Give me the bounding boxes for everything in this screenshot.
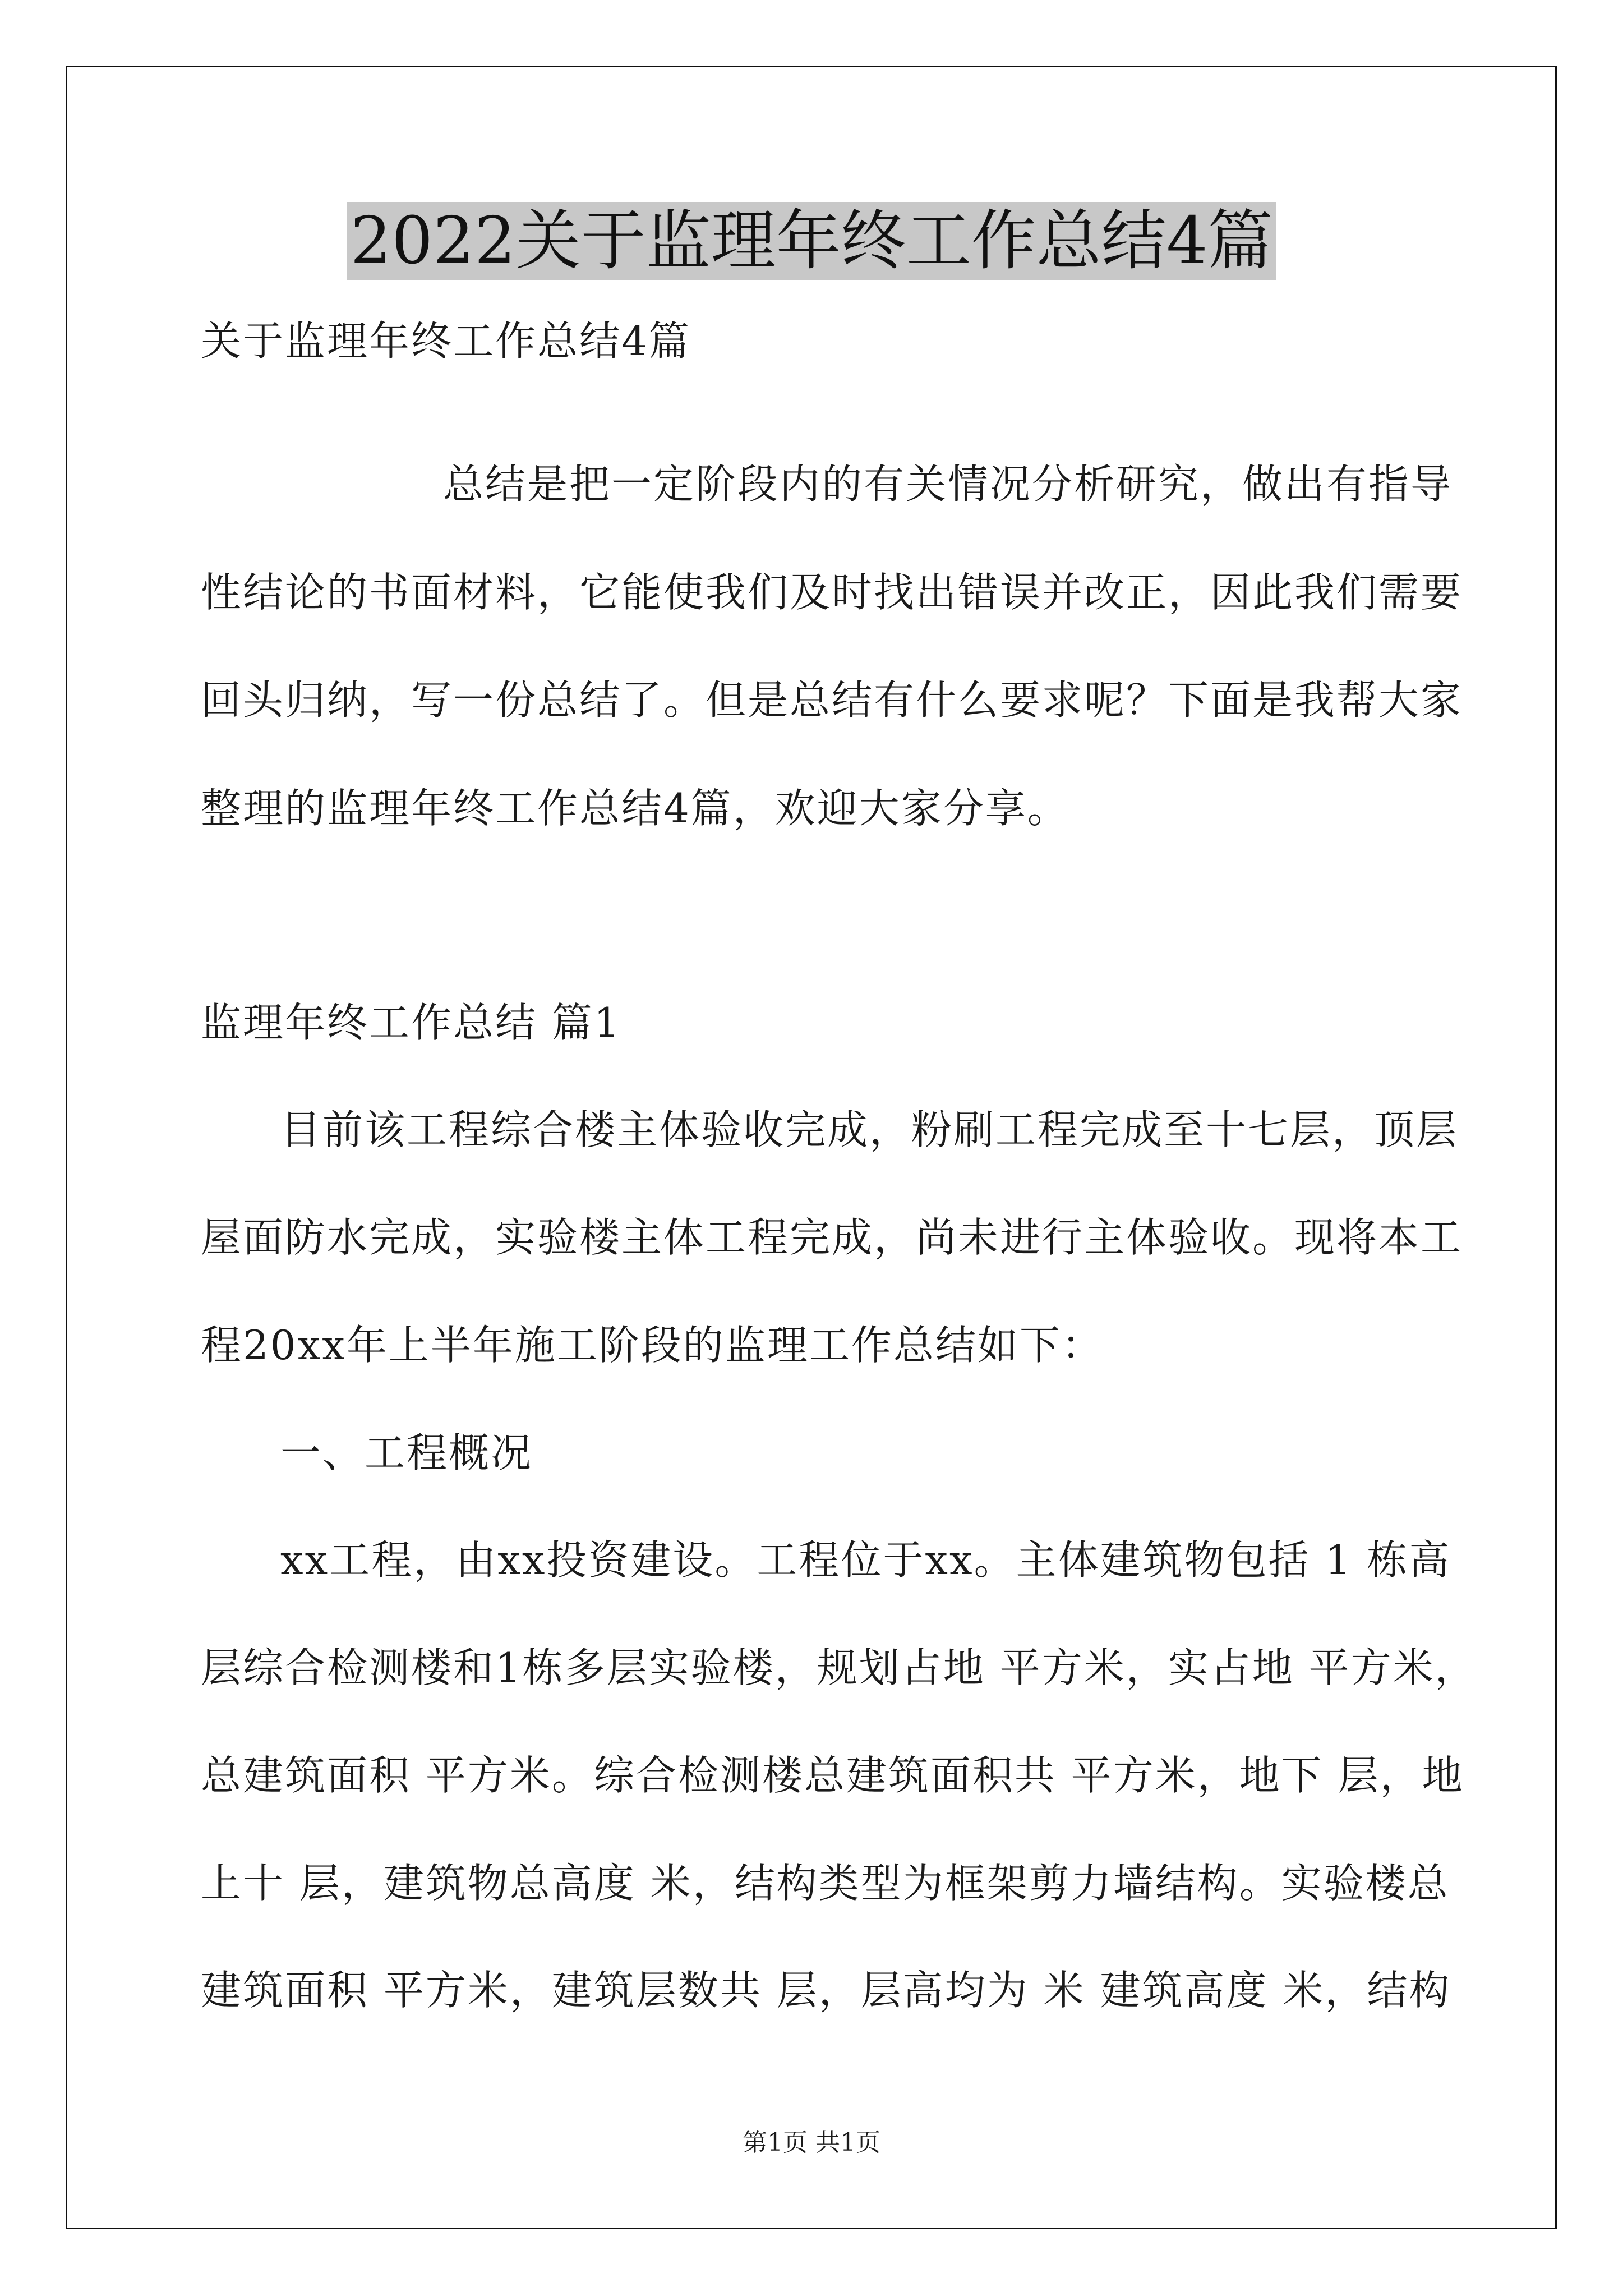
page-footer: 第1页 共1页	[743, 2128, 880, 2157]
paragraph2-line-5: 建筑面积 平方米，建筑层数共 层，层高均为 米 建筑高度 米，结构	[201, 1967, 1451, 2014]
intro-line-4: 整理的监理年终工作总结4篇，欢迎大家分享。	[201, 785, 1069, 832]
intro-line-2: 性结论的书面材料，它能使我们及时找出错误并改正，因此我们需要	[201, 569, 1463, 616]
intro-line-1: 总结是把一定阶段内的有关情况分析研究，做出有指导	[443, 461, 1453, 508]
section-heading: 监理年终工作总结 篇1	[201, 999, 621, 1046]
title-container	[0, 202, 1623, 280]
intro-line-3: 回头归纳，写一份总结了。但是总结有什么要求呢？下面是我帮大家	[201, 677, 1463, 724]
document-subtitle: 关于监理年终工作总结4篇	[201, 318, 691, 365]
paragraph2-line-4: 上十 层，建筑物总高度 米，结构类型为框架剪力墙结构。实验楼总	[201, 1860, 1450, 1907]
paragraph2-line-1: xx工程，由xx投资建设。工程位于xx。主体建筑物包括 1 栋高	[280, 1536, 1451, 1584]
paragraph2-line-2: 层综合检测楼和1栋多层实验楼，规划占地 平方米，实占地 平方米，	[201, 1644, 1477, 1691]
subheading-overview: 一、工程概况	[280, 1429, 533, 1476]
paragraph1-line-1: 目前该工程综合楼主体验收完成，粉刷工程完成至十七层，顶层	[280, 1106, 1459, 1153]
document-title: 2022关于监理年终工作总结4篇	[347, 202, 1276, 280]
paragraph1-line-2: 屋面防水完成，实验楼主体工程完成，尚未进行主体验收。现将本工	[201, 1214, 1463, 1261]
paragraph1-line-3: 程20xx年上半年施工阶段的监理工作总结如下：	[201, 1322, 1104, 1369]
paragraph2-line-3: 总建筑面积 平方米。综合检测楼总建筑面积共 平方米，地下 层，地	[201, 1752, 1464, 1799]
